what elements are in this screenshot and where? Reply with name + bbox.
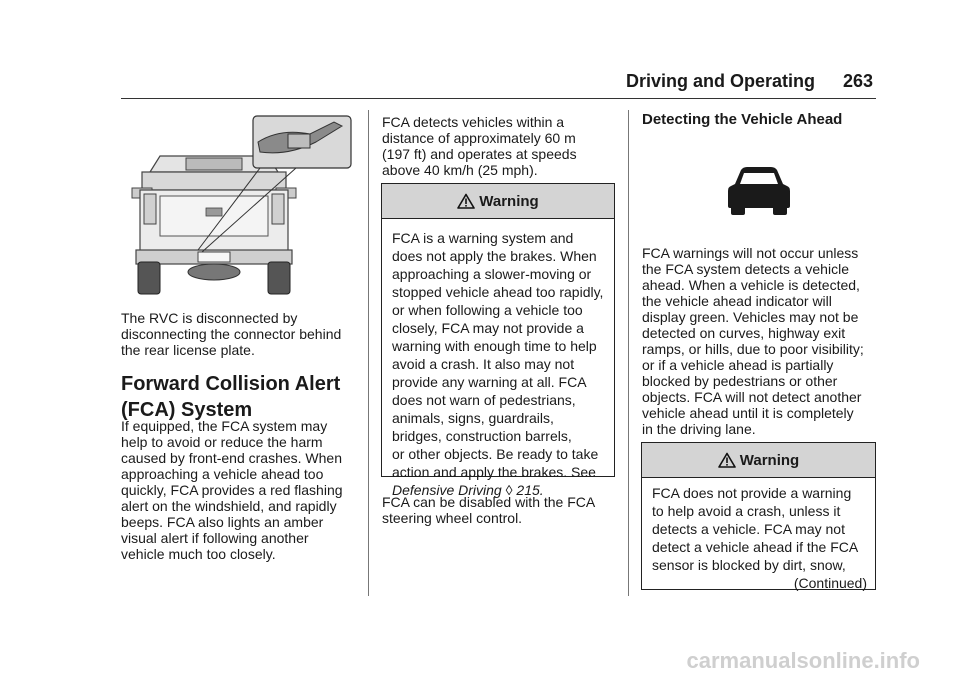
watermark: carmanualsonline.info — [686, 648, 920, 673]
warning-box-2 — [641, 442, 876, 590]
text-line: FCA does not provide a warning — [652, 485, 852, 501]
text-line: detected on curves, highway exit — [642, 325, 846, 341]
fca-disable-paragraph — [382, 494, 595, 526]
column-divider-2 — [628, 110, 629, 596]
text-line: FCA detects vehicles within a — [382, 114, 565, 130]
text-line: does not apply the brakes. When — [392, 248, 597, 264]
heading-line: (FCA) System — [121, 399, 253, 421]
page-number: 263 — [843, 71, 874, 91]
running-header-title: Driving and Operating — [625, 71, 815, 91]
text-line: detects a vehicle. FCA may not — [652, 521, 845, 537]
text-line: or when following a vehicle too — [392, 302, 583, 318]
fca-paragraph — [121, 418, 343, 562]
text-line: stopped vehicle ahead too rapidly, — [392, 284, 604, 300]
truck-rear-illustration — [120, 112, 355, 302]
text-line: disconnecting the connector behind — [121, 326, 342, 342]
text-line: detect a vehicle ahead if the FCA — [652, 539, 859, 555]
warning-box — [381, 183, 615, 498]
text-line: to help avoid a crash, unless it — [652, 503, 841, 519]
warning-header — [642, 443, 875, 478]
text-line: (197 ft) and operates at speeds — [382, 146, 577, 162]
warning-title: Warning — [739, 451, 800, 469]
text-line: alert on the windshield, and rapidly — [121, 498, 337, 514]
text-line: provide any warning at all. FCA — [392, 374, 587, 390]
text-line: or if a vehicle ahead is partially — [642, 357, 834, 373]
warning-header — [382, 184, 614, 219]
text-line: the rear license plate. — [121, 342, 255, 358]
text-line: the vehicle ahead indicator will — [642, 293, 832, 309]
text-line: does not warn of pedestrians, — [392, 392, 576, 408]
text-line: help to avoid or reduce the harm — [121, 434, 323, 450]
vehicle-ahead-indicator-icon — [727, 166, 791, 216]
text-line: warning with enough time to help — [392, 338, 597, 354]
continued-label: (Continued) — [793, 575, 867, 591]
page-reference-icon: ◊ — [505, 482, 513, 498]
section-heading-fca — [121, 371, 340, 423]
fca-detection-paragraph — [382, 114, 577, 178]
text-line: the FCA system detects a vehicle — [642, 261, 849, 277]
text-line: avoid a crash. It also may not — [392, 356, 575, 372]
text-line: approaching a vehicle ahead too — [121, 466, 324, 482]
header-rule — [121, 98, 876, 99]
warning-body — [642, 478, 875, 600]
text-line: bridges, construction barrels, — [392, 428, 572, 444]
text-line: vehicle ahead until it is completely — [642, 405, 854, 421]
text-line: or other objects. Be ready to take — [392, 446, 599, 462]
section-heading-vehicle-ahead: Detecting the Vehicle Ahead — [642, 111, 843, 128]
text-line: sensor is blocked by dirt, snow, — [652, 557, 846, 573]
text-line: FCA is a warning system and — [392, 230, 574, 246]
cross-reference-page[interactable]: 215 — [516, 482, 540, 498]
text-line: FCA warnings will not occur unless — [642, 245, 859, 261]
text-line: blocked by pedestrians or other — [642, 373, 838, 389]
text-line: in the driving lane. — [642, 421, 756, 437]
warning-body — [382, 219, 614, 507]
warning-triangle-icon — [457, 193, 475, 209]
heading-line: Forward Collision Alert — [121, 373, 341, 395]
text-line: approaching a slower-moving or — [392, 266, 592, 282]
text-line: steering wheel control. — [382, 510, 523, 526]
text-line: above 40 km/h (25 mph). — [382, 162, 538, 178]
text-line: visual alert if following another — [121, 530, 309, 546]
rvc-paragraph — [121, 310, 341, 358]
text-line: vehicle much too closely. — [121, 546, 276, 562]
text-line: The RVC is disconnected by — [121, 310, 298, 326]
text-line: animals, signs, guardrails, — [392, 410, 554, 426]
column-divider-1 — [368, 110, 369, 596]
text-line: beeps. FCA also lights an amber — [121, 514, 324, 530]
warning-title: Warning — [479, 192, 539, 210]
vehicle-ahead-paragraph — [642, 245, 864, 437]
text-line: display green. Vehicles may not be — [642, 309, 859, 325]
text-line: ahead. When a vehicle is detected, — [642, 277, 860, 293]
warning-triangle-icon — [718, 452, 736, 468]
text-line: caused by front-end crashes. When — [121, 450, 343, 466]
text-line: action and apply the brakes. See — [392, 464, 596, 480]
cross-reference-title[interactable]: Defensive Driving — [392, 482, 502, 498]
text-line: If equipped, the FCA system may — [121, 418, 328, 434]
text-line: ramps, or hills, due to poor visibility; — [642, 341, 864, 357]
text-line: quickly, FCA provides a red flashing — [121, 482, 343, 498]
cross-reference[interactable]: Defensive Driving ◊ 215. — [392, 482, 544, 498]
text-line: closely, FCA may not provide a — [392, 320, 584, 336]
text-line: objects. FCA will not detect another — [642, 389, 862, 405]
text-line: FCA can be disabled with the FCA — [382, 494, 596, 510]
text-line: distance of approximately 60 m — [382, 130, 576, 146]
